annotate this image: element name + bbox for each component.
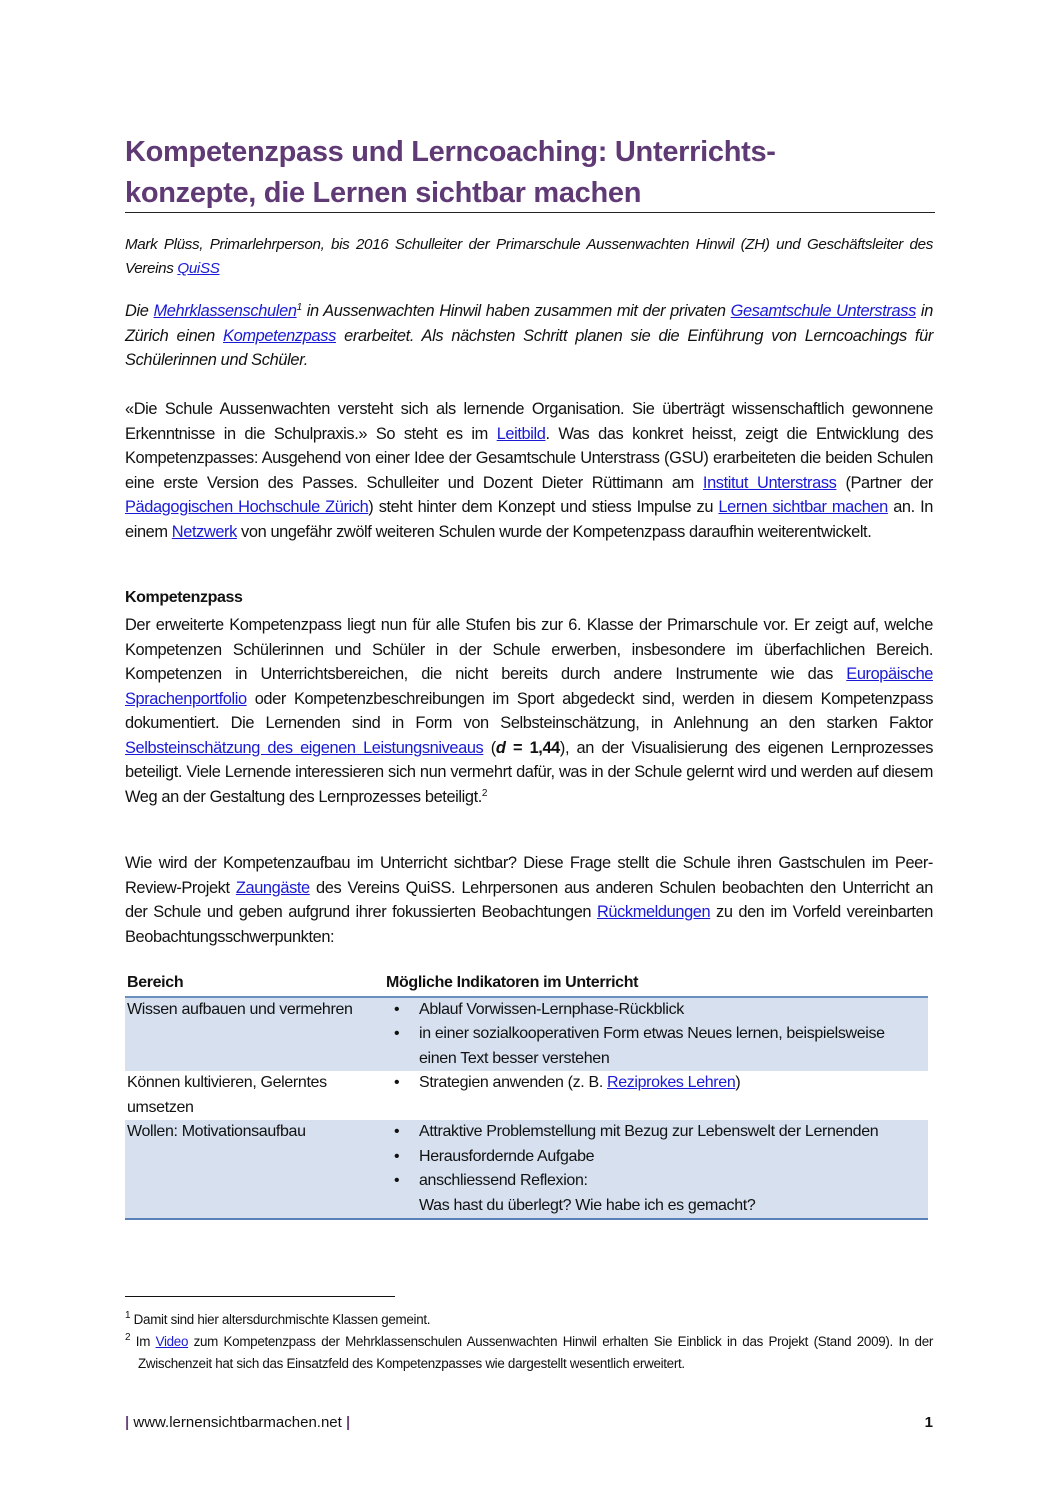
indicator-item: • Strategien anwenden (z. B. Reziprokes Lehren) xyxy=(386,1071,926,1096)
sprachenportfolio-link[interactable]: Europäische Sprachenportfolio xyxy=(125,665,933,708)
footnote-ref-1[interactable]: 1 xyxy=(296,302,302,313)
footer-bar-right: | xyxy=(345,1414,351,1431)
area-cell: Wissen aufbauen und vermehren xyxy=(125,997,384,1072)
lead-paragraph: Die Mehrklassenschulen$^1$ in Aussenwachten Hinwil haben zusammen mit der privaten Gesamtschule Unterstrass in Zürich einen Kompetenzpass erarbeitet. Als nächsten Schritt planen sie die Einführung von Lerncoachings für Schülerinnen und Schüler. xyxy=(125,302,934,369)
title-divider xyxy=(125,212,935,213)
kompetenzpass-link[interactable]: Kompetenzpass xyxy=(223,326,336,345)
footer-bar-left: | xyxy=(125,1414,130,1431)
indicator-item: • anschliessend Reflexion: Was hast du überlegt? Wie habe ich es gemacht? xyxy=(386,1169,926,1218)
author-byline: Mark Plüss, Primarlehrperson, bis 2016 Schulleiter der Primarschule Aussenwachten Hinwil (ZH) und Geschäftsleiter des Vereins QuiSS xyxy=(125,236,933,277)
lernen-sichtbar-machen-link[interactable]: Lernen sichtbar machen xyxy=(718,498,888,516)
institut-unterstrass-link[interactable]: Institut Unterstrass xyxy=(702,473,837,492)
footer-url: www.lernensichtbarmachen.net xyxy=(129,1414,346,1431)
title-line-1: Kompetenzpass und Lerncoaching: Unterrichts- xyxy=(125,136,776,168)
reziprokes-lehren-link[interactable]: Reziprokes Lehren xyxy=(607,1074,736,1091)
peer-review-paragraph: Wie wird der Kompetenzaufbau im Unterricht sichtbar? Diese Frage stellt die Schule ihren Gastschulen im Peer-Review-Projekt Zaungäste des Vereins QuiSS. Lehrpersonen aus anderen Schulen beobachten den Unterricht an der Schule und geben aufgrund ihrer fokussierten Beobachtungen Rückmeldungen zu den im Vorfeld vereinbarten Beobachtungsschwerpunkten: xyxy=(125,854,933,946)
indicators-cell xyxy=(384,1071,928,1120)
page-title xyxy=(125,132,933,214)
table-row xyxy=(125,1071,928,1120)
selbsteinschaetzung-link[interactable]: Selbsteinschätzung des eigenen Leistungsniveaus xyxy=(125,738,484,757)
page-number: 1 xyxy=(924,1414,933,1431)
page-footer xyxy=(125,1414,933,1431)
section-heading: Kompetenzpass xyxy=(125,589,243,606)
indicators-table xyxy=(125,969,928,1220)
zaungaeste-link[interactable]: Zaungäste xyxy=(235,878,310,897)
kompetenzpass-paragraph: Der erweiterte Kompetenzpass liegt nun für alle Stufen bis zur 6. Klasse der Primarschule vor. Er zeigt auf, welche Kompetenzen Schülerinnen und Schüler in der Schule erwerben, insbesondere im überfachlichen Bereich. Kompetenzen in Unterrichtsbereichen, die nicht bereits durch andere Instrumente wie das Europäische Sprachenportfolio oder Kompetenzbeschreibungen im Sport abgedeckt sind, werden in diesem Kompetenzpass dokumentiert. Die Lernenden sind in Form von Selbsteinschätzung, in Anlehnung an den starken Faktor Selbsteinschätzung des eigenen Leistungsniveaus (d = 1,44), an der Visualisierung des eigenen Lernprozesses beteiligt. Viele Lernende interessieren sich nun vermehrt dafür, was in der Schule gelernt wird und werden auf diesem Weg an der Gestaltung des Lernprozesses beteiligt.$^2$ xyxy=(125,616,933,806)
footnote-2: $^2$ Im Video zum Kompetenzpass der Mehrklassenschulen Aussenwachten Hinwil erhalten Sie Einblick in das Projekt (Stand 2009). In der Zwischenzeit hat sich das Einsatzfeld des Kompetenzpasses wie dargestellt wesentlich erweitert. xyxy=(125,1332,934,1371)
table-row xyxy=(125,997,928,1072)
area-cell: Können kultivieren, Gelerntes umsetzen xyxy=(127,1074,327,1116)
indicator-item: • Herausfordernde Aufgabe xyxy=(386,1145,926,1170)
netzwerk-link[interactable]: Netzwerk xyxy=(171,522,237,541)
mehrklassenschulen-link[interactable]: Mehrklassenschulen xyxy=(153,302,297,320)
title-line-2: konzepte, die Lernen sichtbar machen xyxy=(125,177,642,209)
column-header-indikatoren: Mögliche Indikatoren im Unterricht xyxy=(384,969,928,997)
video-link[interactable]: Video xyxy=(155,1334,189,1349)
intro-paragraph: «Die Schule Aussenwachten versteht sich als lernende Organisation. Sie überträgt wissenschaftlich gewonnene Erkenntnisse in die Schulpraxis.» So steht es im Leitbild. Was das konkret heisst, zeigt die Entwicklung des Kompetenzpasses: Ausgehend von einer Idee der Gesamtschule Unterstrass (GSU) erarbeiteten die beiden Schulen eine erste Version des Passes. Schulleiter und Dozent Dieter Rüttimann am Institut Unterstrass (Partner der Pädagogischen Hochschule Zürich) steht hinter dem Konzept und stiess Impulse zu Lernen sichtbar machen an. In einem Netzwerk von ungefähr zwölf weiteren Schulen wurde der Kompetenzpass daraufhin weiterentwickelt. xyxy=(125,400,934,541)
area-cell: Wollen: Motivationsaufbau xyxy=(125,1120,384,1219)
quiss-link[interactable]: QuiSS xyxy=(177,260,220,277)
table-header-row xyxy=(125,969,928,997)
footnote-ref-2[interactable]: 2 xyxy=(481,787,488,799)
indicators-cell xyxy=(384,1120,928,1219)
indicator-item: • in einer sozialkooperativen Form etwas Neues lernen, beispielsweise einen Text besser verstehen xyxy=(386,1022,926,1071)
indicators-cell xyxy=(384,997,928,1072)
indicator-item: • Attraktive Problemstellung mit Bezug zur Lebenswelt der Lernenden xyxy=(386,1120,926,1145)
phzh-link[interactable]: Pädagogischen Hochschule Zürich xyxy=(125,498,369,516)
footnote-1: $^1$ Damit sind hier altersdurchmischte Klassen gemeint. xyxy=(125,1310,431,1327)
footnote-separator xyxy=(125,1296,395,1297)
indicator-item: • Ablauf Vorwissen-Lernphase-Rückblick xyxy=(386,998,926,1023)
rueckmeldungen-link[interactable]: Rückmeldungen xyxy=(596,903,711,921)
column-header-bereich: Bereich xyxy=(125,969,384,997)
leitbild-link[interactable]: Leitbild xyxy=(496,424,546,443)
gesamtschule-unterstrass-link[interactable]: Gesamtschule Unterstrass xyxy=(730,302,916,320)
table-row xyxy=(125,1120,928,1219)
